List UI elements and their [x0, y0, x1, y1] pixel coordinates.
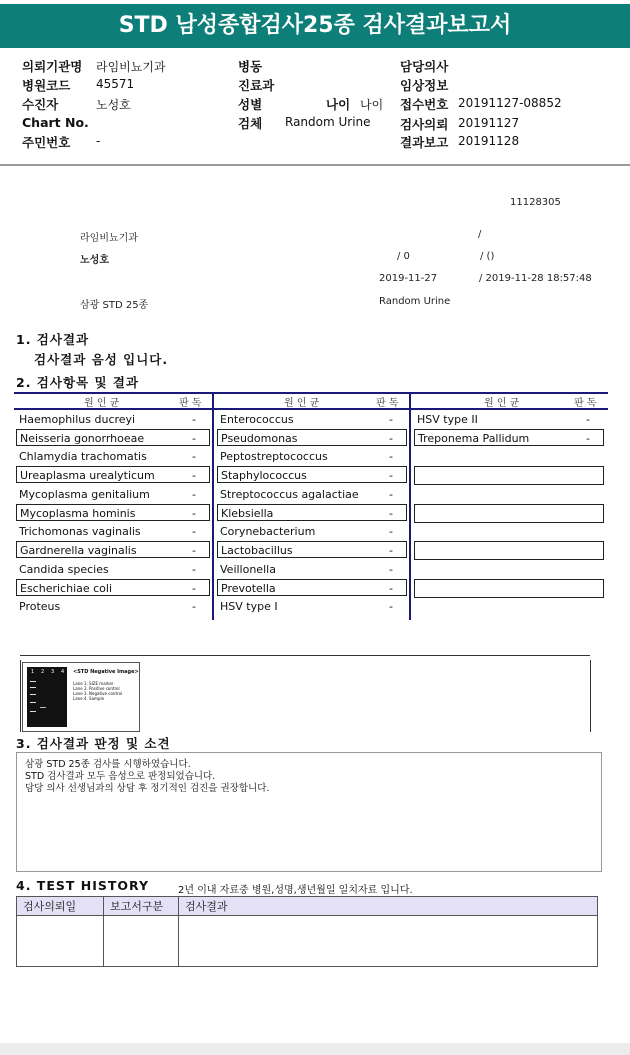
organism-result: -	[586, 432, 590, 445]
organism-result: -	[389, 600, 393, 613]
info-slash: /	[478, 229, 482, 240]
result-row	[16, 411, 210, 428]
rrn-label: 주민번호	[22, 135, 71, 150]
ward-label: 병동	[238, 59, 263, 74]
organism-name: Enterococcus	[220, 413, 294, 426]
result-row	[16, 429, 210, 446]
column-divider-1	[212, 392, 214, 620]
lane-number: 1	[31, 669, 35, 675]
organism-name: Pseudomonas	[221, 432, 298, 445]
specimen-value: Random Urine	[285, 115, 371, 129]
organism-name: Chlamydia trachomatis	[19, 450, 147, 463]
result-row	[16, 523, 210, 540]
gel-title: <STD Negative Image>	[73, 669, 139, 675]
info-receipt-date: 2019-11-27	[379, 273, 438, 284]
dept-label: 진료과	[238, 78, 275, 93]
organism-name: Escherichiae coli	[20, 582, 113, 595]
organism-result: -	[192, 413, 196, 426]
result-row	[16, 448, 210, 465]
organism-result: -	[389, 507, 393, 520]
result-row	[16, 466, 210, 483]
empty-result-box	[414, 579, 604, 598]
empty-result-box	[414, 504, 604, 523]
hospital-code-value: 45571	[96, 77, 135, 91]
result-row	[217, 561, 407, 578]
gel-band	[30, 711, 36, 712]
section4-title: 4. TEST HISTORY	[16, 878, 150, 893]
gel-band	[40, 707, 46, 708]
organism-name: Klebsiella	[221, 507, 274, 520]
lane-number: 2	[41, 669, 45, 675]
organism-result: -	[389, 450, 393, 463]
organism-result: -	[192, 469, 196, 482]
gel-band	[30, 687, 36, 688]
hospital-label: 의뢰기관명	[22, 59, 83, 74]
organism-name: Candida species	[19, 563, 109, 576]
gel-right-rule	[590, 660, 591, 732]
opinion-line: 담당 의사 선생님과의 상담 후 정기적인 검진을 권장합니다.	[25, 783, 270, 794]
header-organism-3: 원 인 균	[484, 398, 520, 409]
organism-name: Corynebacterium	[220, 525, 316, 538]
organism-result: -	[192, 507, 196, 520]
receipt-no-value: 20191127-08852	[458, 96, 562, 110]
info-test-name: 삼광 STD 25종	[80, 300, 149, 311]
organism-result: -	[192, 525, 196, 538]
header-result-1: 판 독	[179, 398, 202, 409]
header-organism-1: 원 인 균	[84, 398, 120, 409]
organism-name: Staphylococcus	[221, 469, 307, 482]
header-result-2: 판 독	[376, 398, 399, 409]
info-report-datetime: / 2019-11-28 18:57:48	[479, 273, 592, 284]
result-row	[414, 411, 604, 428]
organism-result: -	[192, 450, 196, 463]
patient-label: 수진자	[22, 97, 59, 112]
gel-electrophoresis-image	[22, 662, 140, 732]
organism-name: Ureaplasma urealyticum	[20, 469, 155, 482]
info-slash-zero: / 0	[397, 251, 410, 262]
history-header-row	[17, 897, 598, 916]
header-divider	[0, 164, 630, 166]
result-row	[16, 561, 210, 578]
chart-no-label: Chart No.	[22, 115, 89, 130]
organism-name: Trichomonas vaginalis	[19, 525, 141, 538]
age-label: 나이	[326, 97, 351, 112]
result-row	[217, 486, 407, 503]
history-note: 2년 이내 자료중 병원,성명,생년월일 일치자료 입니다.	[178, 885, 413, 896]
info-slash-paren: / ()	[480, 251, 495, 262]
organism-name: Treponema Pallidum	[418, 432, 530, 445]
result-row	[16, 504, 210, 521]
result-row	[217, 598, 407, 615]
history-cell	[104, 916, 179, 967]
history-col-report-type: 보고서구분	[104, 897, 179, 916]
organism-result: -	[389, 432, 393, 445]
lane-number: 4	[61, 669, 65, 675]
organism-result: -	[389, 525, 393, 538]
gel-lanes-picture	[27, 667, 67, 727]
gel-band	[30, 694, 36, 695]
opinion-line: STD 검사결과 모두 음성으로 판정되었습니다.	[25, 771, 216, 782]
organism-name: Gardnerella vaginalis	[20, 544, 137, 557]
specimen-label: 검체	[238, 116, 263, 131]
gel-legend-2: Lane 2. Positive control	[73, 686, 120, 691]
result-row	[217, 448, 407, 465]
organism-name: Haemophilus ducreyi	[19, 413, 136, 426]
age-value: 나이	[360, 98, 384, 112]
organism-result: -	[192, 432, 196, 445]
result-row	[414, 429, 604, 446]
gel-legend-1: Lane 1. SIZE marker	[73, 681, 114, 686]
result-row	[217, 579, 407, 596]
empty-result-box	[414, 541, 604, 560]
result-row	[16, 579, 210, 596]
report-title: STD 남성종합검사25종 검사결과보고서	[118, 13, 512, 38]
header-organism-2: 원 인 균	[284, 398, 320, 409]
patient-value: 노성호	[96, 98, 131, 112]
section2-title: 2. 검사항목 및 결과	[16, 375, 140, 390]
lane-number: 3	[51, 669, 55, 675]
organism-result: -	[586, 413, 590, 426]
organism-name: Lactobacillus	[221, 544, 293, 557]
result-row	[217, 411, 407, 428]
organism-result: -	[192, 563, 196, 576]
gel-top-rule	[20, 655, 590, 656]
hospital-code-label: 병원코드	[22, 78, 71, 93]
history-row	[17, 916, 598, 967]
gel-band	[30, 681, 36, 682]
gel-left-rule	[20, 660, 21, 732]
column-divider-2	[409, 392, 411, 620]
result-row	[16, 486, 210, 503]
empty-result-box	[414, 466, 604, 485]
result-row	[16, 541, 210, 558]
organism-name: Streptococcus agalactiae	[220, 488, 359, 501]
header-result-3: 판 독	[574, 398, 597, 409]
request-date-label: 검사의뢰	[400, 117, 449, 132]
organism-result: -	[389, 582, 393, 595]
history-col-request-date: 검사의뢰일	[17, 897, 104, 916]
request-date-value: 20191127	[458, 116, 520, 130]
doctor-label: 담당의사	[400, 59, 449, 74]
organism-name: Peptostreptococcus	[220, 450, 328, 463]
history-cell	[179, 916, 598, 967]
organism-name: HSV type II	[417, 413, 478, 426]
section1-result-text: 검사결과 음성 입니다.	[34, 352, 169, 367]
organism-name: Veillonella	[220, 563, 276, 576]
organism-result: -	[389, 544, 393, 557]
organism-name: Prevotella	[221, 582, 276, 595]
section1-title: 1. 검사결과	[16, 332, 90, 347]
results-table-header	[14, 392, 608, 410]
organism-result: -	[389, 488, 393, 501]
gel-legend-3: Lane 3. Negative control	[73, 691, 123, 696]
info-specimen: Random Urine	[379, 296, 451, 307]
history-table	[16, 896, 598, 967]
section3-title: 3. 검사결과 판정 및 소견	[16, 736, 171, 751]
clinical-info-label: 임상정보	[400, 78, 449, 93]
opinion-line: 삼광 STD 25종 검사를 시행하였습니다.	[25, 759, 191, 770]
gel-band	[30, 702, 36, 703]
organism-result: -	[389, 563, 393, 576]
info-hospital: 라임비뇨기과	[80, 233, 138, 244]
result-row	[16, 598, 210, 615]
footer-bar	[0, 1043, 630, 1055]
organism-result: -	[192, 488, 196, 501]
opinion-box	[16, 752, 602, 872]
sex-label: 성별	[238, 97, 263, 112]
history-cell	[17, 916, 104, 967]
lab-code: 11128305	[510, 197, 561, 208]
rrn-value: -	[96, 134, 101, 148]
organism-name: Neisseria gonorrhoeae	[20, 432, 145, 445]
organism-result: -	[192, 544, 196, 557]
report-date-label: 결과보고	[400, 135, 449, 150]
organism-name: Mycoplasma hominis	[20, 507, 136, 520]
organism-name: Mycoplasma genitalium	[19, 488, 150, 501]
result-row	[217, 429, 407, 446]
history-col-result: 검사결과	[179, 897, 598, 916]
organism-result: -	[389, 413, 393, 426]
organism-result: -	[389, 469, 393, 482]
report-date-value: 20191128	[458, 134, 520, 148]
result-row	[217, 541, 407, 558]
organism-name: Proteus	[19, 600, 61, 613]
result-row	[217, 523, 407, 540]
organism-result: -	[192, 582, 196, 595]
result-row	[217, 504, 407, 521]
gel-legend-4: Lane 4. Sample	[73, 696, 105, 701]
organism-name: HSV type I	[220, 600, 278, 613]
title-bar	[0, 4, 630, 48]
organism-result: -	[192, 600, 196, 613]
info-patient: 노성호	[80, 255, 109, 266]
hospital-value: 라임비뇨기과	[96, 60, 166, 74]
result-row	[217, 466, 407, 483]
receipt-no-label: 접수번호	[400, 97, 449, 112]
